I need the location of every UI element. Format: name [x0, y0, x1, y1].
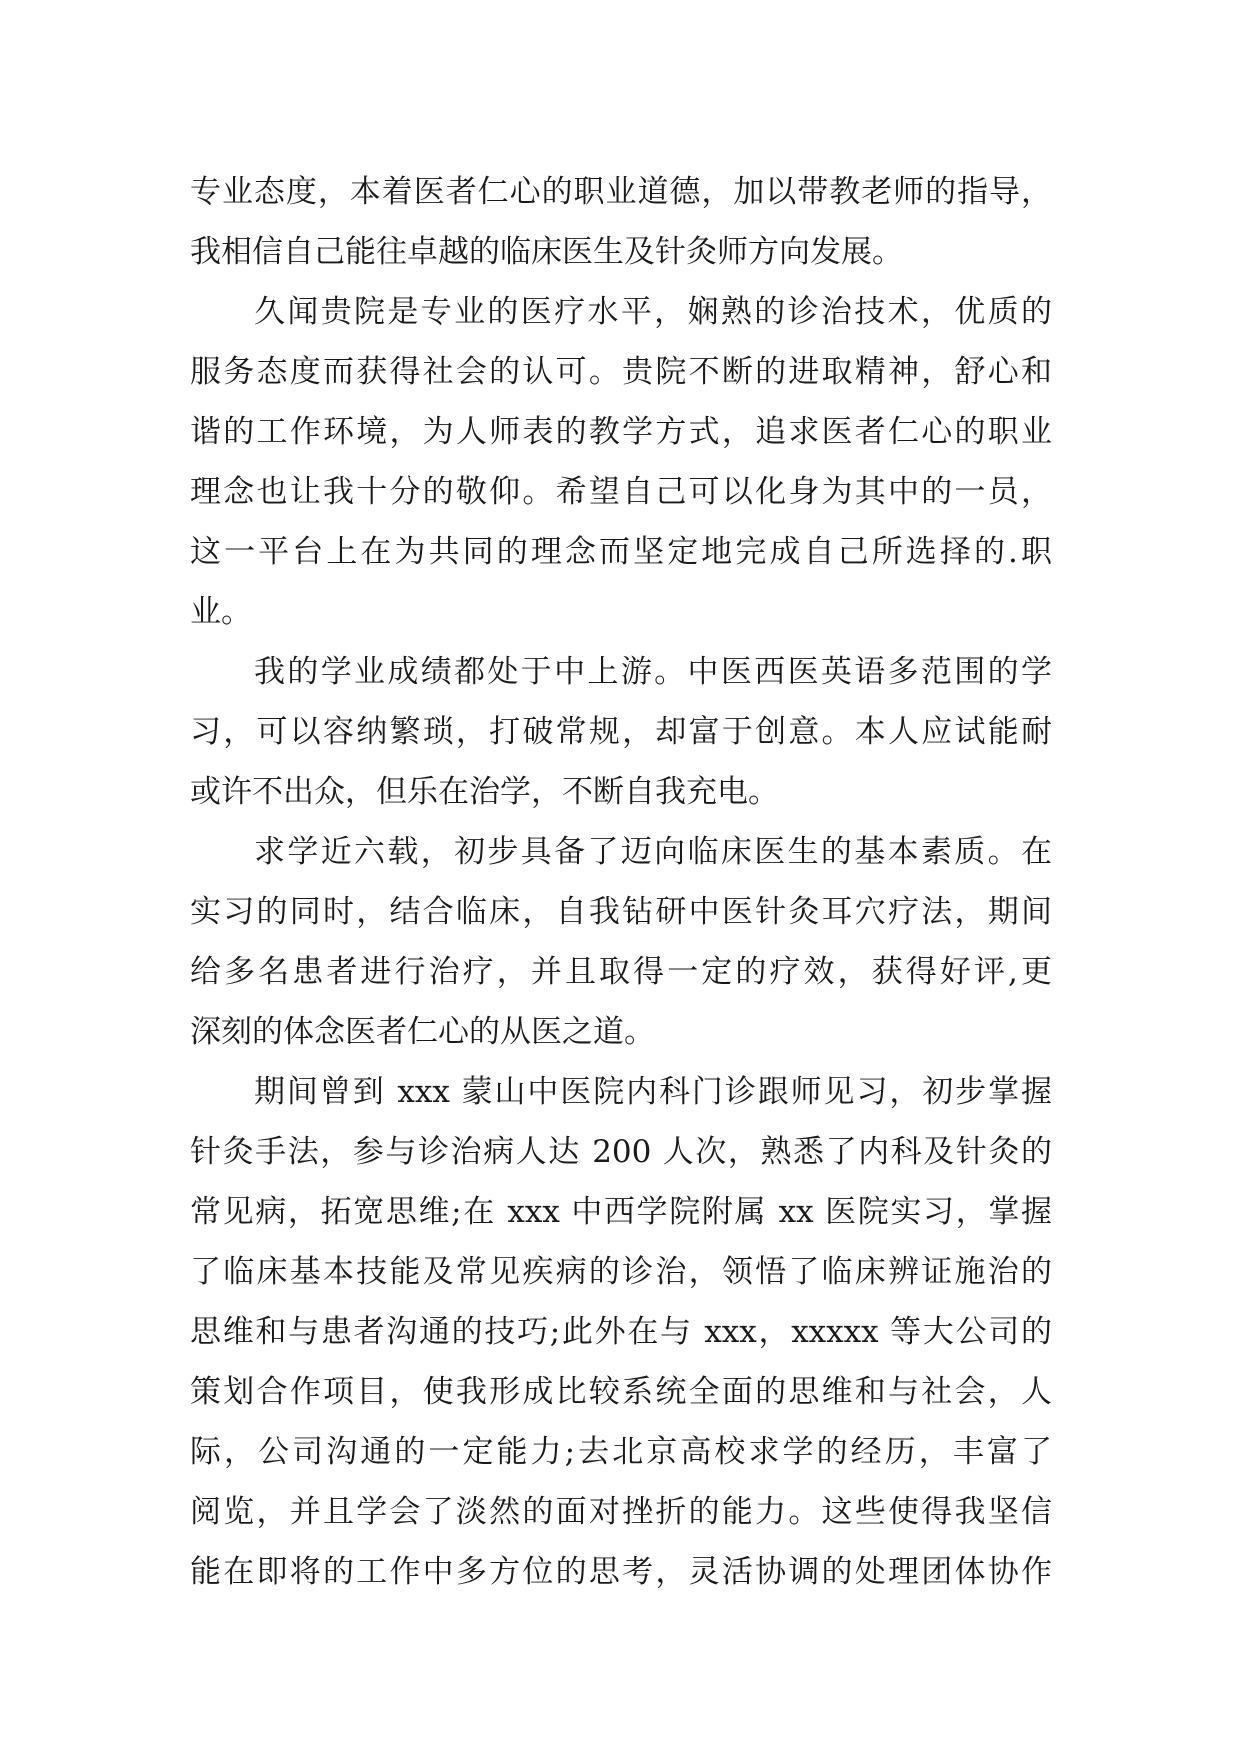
text-line: 或许不出众，但乐在治学，不断自我充电。	[190, 774, 779, 810]
text-line: 久闻贵院是专业的医疗水平，娴熟的诊治技术，优质的	[254, 294, 1052, 330]
text-line: 深刻的体念医者仁心的从医之道。	[190, 1014, 655, 1050]
text-line: 我的学业成绩都处于中上游。中医西医英语多范围的学	[254, 654, 1052, 690]
text-line: 这一平台上在为共同的理念而坚定地完成自己所选择的.职	[190, 534, 1052, 570]
text-line: 习，可以容纳繁琐，打破常规，却富于创意。本人应试能耐	[190, 714, 1052, 750]
text-line: 常见病，拓宽思维;在 xxx 中西学院附属 xx 医院实习，掌握	[190, 1194, 1052, 1230]
text-line: 策划合作项目，使我形成比较系统全面的思维和与社会，人	[190, 1374, 1052, 1410]
text-line: 阅览，并且学会了淡然的面对挫折的能力。这些使得我坚信	[190, 1494, 1052, 1530]
body-text	[190, 162, 1052, 1602]
text-line: 针灸手法，参与诊治病人达 200 人次，熟悉了内科及针灸的	[190, 1134, 1052, 1170]
text-line: 我相信自己能往卓越的临床医生及针灸师方向发展。	[190, 234, 903, 270]
text-line: 期间曾到 xxx 蒙山中医院内科门诊跟师见习，初步掌握	[254, 1074, 1052, 1110]
text-line: 实习的同时，结合临床，自我钻研中医针灸耳穴疗法，期间	[190, 894, 1052, 930]
text-line: 理念也让我十分的敬仰。希望自己可以化身为其中的一员，	[190, 474, 1052, 510]
text-line: 能在即将的工作中多方位的思考，灵活协调的处理团体协作	[190, 1554, 1052, 1590]
text-line: 际，公司沟通的一定能力;去北京高校求学的经历，丰富了	[190, 1434, 1052, 1470]
text-line: 思维和与患者沟通的技巧;此外在与 xxx，xxxxx 等大公司的	[190, 1314, 1052, 1350]
text-line: 谐的工作环境，为人师表的教学方式，追求医者仁心的职业	[190, 414, 1052, 450]
text-line: 服务态度而获得社会的认可。贵院不断的进取精神，舒心和	[190, 354, 1052, 390]
text-line: 给多名患者进行治疗，并且取得一定的疗效，获得好评,更	[190, 954, 1052, 990]
text-line: 业。	[190, 594, 252, 630]
text-line: 了临床基本技能及常见疾病的诊治，领悟了临床辨证施治的	[190, 1254, 1052, 1290]
text-line: 求学近六载，初步具备了迈向临床医生的基本素质。在	[254, 834, 1052, 870]
text-line: 专业态度，本着医者仁心的职业道德，加以带教老师的指导，	[190, 174, 1052, 210]
